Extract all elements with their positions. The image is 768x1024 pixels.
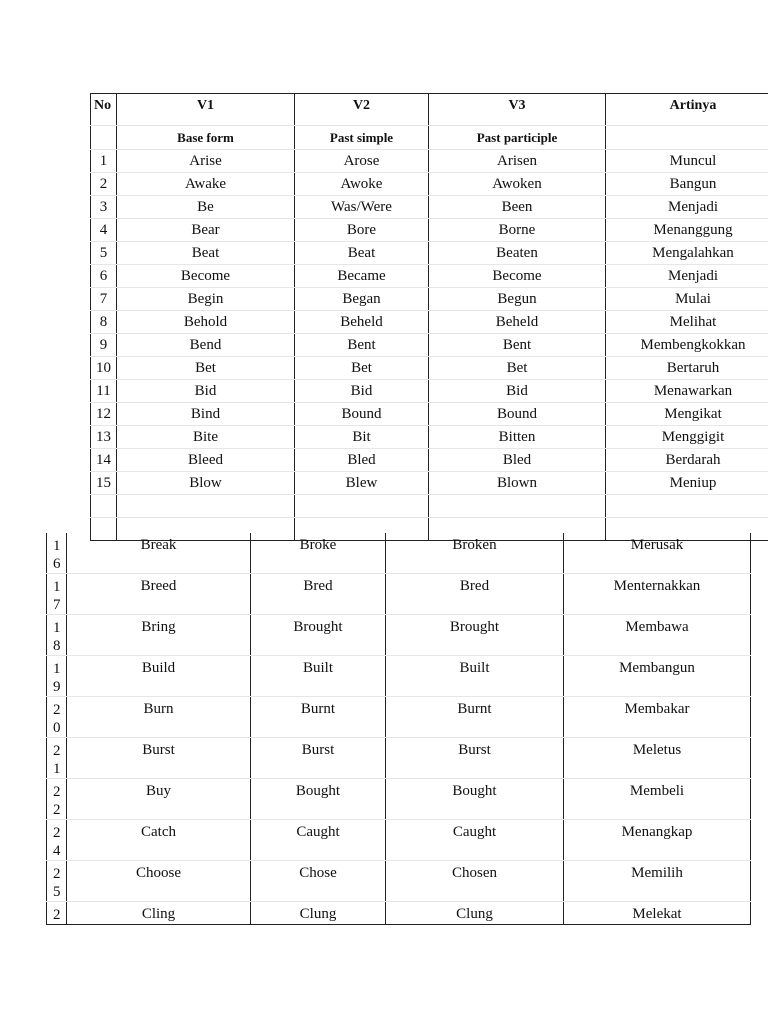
cell-v3: Clung	[386, 902, 564, 925]
cell-artinya: Meletus	[564, 738, 751, 779]
cell-no: 5	[91, 242, 117, 265]
table-row	[47, 820, 751, 861]
table-row	[47, 902, 751, 925]
cell-v2: Clung	[251, 902, 386, 925]
cell-v2: Bent	[295, 334, 429, 357]
cell-v2: Caught	[251, 820, 386, 861]
table-row	[91, 265, 768, 288]
cell-v3: Begun	[429, 288, 606, 311]
cell-v2: Burst	[251, 738, 386, 779]
cell-v2: Bore	[295, 219, 429, 242]
header-row	[91, 94, 768, 126]
table-row	[91, 242, 768, 265]
cell-v2: Bred	[251, 574, 386, 615]
cell-v2: Bid	[295, 380, 429, 403]
cell-v1: Cling	[67, 902, 251, 925]
cell-v3: Bled	[429, 449, 606, 472]
cell-v2: Chose	[251, 861, 386, 902]
table-row	[47, 779, 751, 820]
cell-no: 25	[47, 861, 67, 902]
cell-no: 15	[91, 472, 117, 495]
cell-v2: Brought	[251, 615, 386, 656]
cell-artinya: Membangun	[564, 656, 751, 697]
cell-v1: Bind	[117, 403, 295, 426]
cell-v3: Become	[429, 265, 606, 288]
subheader-artinya-empty	[606, 126, 768, 150]
cell-artinya: Berdarah	[606, 449, 768, 472]
cell-v2: Became	[295, 265, 429, 288]
cell-v1: Begin	[117, 288, 295, 311]
cell-v1: Bring	[67, 615, 251, 656]
cell-artinya: Memilih	[564, 861, 751, 902]
subheader-v1: Base form	[117, 126, 295, 150]
subheader-v2: Past simple	[295, 126, 429, 150]
blank-cell	[295, 495, 429, 518]
cell-v1: Behold	[117, 311, 295, 334]
table-row	[91, 334, 768, 357]
cell-v2: Awoke	[295, 173, 429, 196]
cell-no: 19	[47, 656, 67, 697]
cell-v1: Choose	[67, 861, 251, 902]
table-row	[91, 403, 768, 426]
cell-v3: Bid	[429, 380, 606, 403]
cell-v2: Beat	[295, 242, 429, 265]
cell-v2: Was/Were	[295, 196, 429, 219]
cell-v1: Break	[67, 533, 251, 574]
table-row	[47, 656, 751, 697]
table-row	[47, 861, 751, 902]
cell-no: 2	[47, 902, 67, 925]
cell-v1: Bear	[117, 219, 295, 242]
cell-v1: Buy	[67, 779, 251, 820]
cell-v1: Bite	[117, 426, 295, 449]
cell-artinya: Mengikat	[606, 403, 768, 426]
blank-cell	[91, 495, 117, 518]
cell-no: 16	[47, 533, 67, 574]
cell-v3: Bitten	[429, 426, 606, 449]
cell-v2: Broke	[251, 533, 386, 574]
cell-v3: Bent	[429, 334, 606, 357]
cell-artinya: Membengkokkan	[606, 334, 768, 357]
cell-no: 4	[91, 219, 117, 242]
cell-v3: Caught	[386, 820, 564, 861]
cell-no: 1	[91, 150, 117, 173]
cell-no: 12	[91, 403, 117, 426]
table-row	[91, 150, 768, 173]
cell-no: 13	[91, 426, 117, 449]
blank-cell	[117, 495, 295, 518]
cell-v1: Be	[117, 196, 295, 219]
cell-v3: Burnt	[386, 697, 564, 738]
cell-v3: Bet	[429, 357, 606, 380]
header-artinya: Artinya	[606, 94, 768, 126]
cell-artinya: Menawarkan	[606, 380, 768, 403]
cell-no: 3	[91, 196, 117, 219]
cell-artinya: Menanggung	[606, 219, 768, 242]
cell-v1: Breed	[67, 574, 251, 615]
cell-v1: Catch	[67, 820, 251, 861]
cell-no: 8	[91, 311, 117, 334]
cell-v2: Arose	[295, 150, 429, 173]
header-v3: V3	[429, 94, 606, 126]
cell-v1: Burst	[67, 738, 251, 779]
cell-v1: Bid	[117, 380, 295, 403]
cell-v1: Build	[67, 656, 251, 697]
cell-artinya: Merusak	[564, 533, 751, 574]
table-row	[91, 196, 768, 219]
cell-no: 7	[91, 288, 117, 311]
table-row	[91, 357, 768, 380]
cell-v3: Built	[386, 656, 564, 697]
table-row	[47, 738, 751, 779]
cell-artinya: Muncul	[606, 150, 768, 173]
cell-v3: Beaten	[429, 242, 606, 265]
cell-v3: Beheld	[429, 311, 606, 334]
blank-cell	[429, 495, 606, 518]
cell-no: 22	[47, 779, 67, 820]
table-row	[47, 697, 751, 738]
verb-table-part-1	[90, 93, 768, 541]
cell-artinya: Membawa	[564, 615, 751, 656]
cell-v2: Blew	[295, 472, 429, 495]
cell-v3: Chosen	[386, 861, 564, 902]
cell-v2: Built	[251, 656, 386, 697]
table-row	[91, 426, 768, 449]
cell-no: 11	[91, 380, 117, 403]
cell-v3: Bought	[386, 779, 564, 820]
header-v1: V1	[117, 94, 295, 126]
cell-v3: Blown	[429, 472, 606, 495]
cell-v3: Been	[429, 196, 606, 219]
cell-v3: Burst	[386, 738, 564, 779]
cell-artinya: Melekat	[564, 902, 751, 925]
verb-table-part-2	[46, 533, 751, 925]
table-row	[91, 311, 768, 334]
cell-v2: Bought	[251, 779, 386, 820]
cell-v1: Blow	[117, 472, 295, 495]
cell-v1: Burn	[67, 697, 251, 738]
cell-no: 6	[91, 265, 117, 288]
cell-artinya: Mulai	[606, 288, 768, 311]
table-row	[91, 380, 768, 403]
header-v2: V2	[295, 94, 429, 126]
cell-v2: Bet	[295, 357, 429, 380]
table-row	[47, 615, 751, 656]
cell-v3: Brought	[386, 615, 564, 656]
cell-v3: Arisen	[429, 150, 606, 173]
cell-v3: Borne	[429, 219, 606, 242]
cell-v2: Beheld	[295, 311, 429, 334]
cell-v1: Become	[117, 265, 295, 288]
cell-artinya: Menggigit	[606, 426, 768, 449]
table-row	[91, 472, 768, 495]
cell-artinya: Meniup	[606, 472, 768, 495]
cell-no: 10	[91, 357, 117, 380]
cell-v1: Beat	[117, 242, 295, 265]
table-row	[91, 449, 768, 472]
cell-artinya: Melihat	[606, 311, 768, 334]
cell-no: 9	[91, 334, 117, 357]
cell-artinya: Mengalahkan	[606, 242, 768, 265]
cell-v2: Burnt	[251, 697, 386, 738]
cell-v3: Bound	[429, 403, 606, 426]
cell-artinya: Menangkap	[564, 820, 751, 861]
subheader-no-empty	[91, 126, 117, 150]
cell-no: 14	[91, 449, 117, 472]
table-row	[91, 219, 768, 242]
table-row	[47, 533, 751, 574]
subheader-v3: Past participle	[429, 126, 606, 150]
cell-artinya: Bangun	[606, 173, 768, 196]
cell-artinya: Membeli	[564, 779, 751, 820]
cell-v3: Awoken	[429, 173, 606, 196]
cell-v1: Awake	[117, 173, 295, 196]
cell-artinya: Menjadi	[606, 196, 768, 219]
cell-v3: Broken	[386, 533, 564, 574]
cell-v1: Bend	[117, 334, 295, 357]
header-no: No	[91, 94, 117, 126]
cell-v2: Bound	[295, 403, 429, 426]
blank-row	[91, 495, 768, 518]
cell-v1: Bleed	[117, 449, 295, 472]
blank-cell	[606, 495, 768, 518]
cell-v1: Arise	[117, 150, 295, 173]
verb-table-part-1-body	[91, 150, 768, 541]
cell-artinya: Membakar	[564, 697, 751, 738]
table-row	[91, 288, 768, 311]
cell-artinya: Menjadi	[606, 265, 768, 288]
verb-table-part-2-body	[47, 533, 751, 925]
cell-no: 21	[47, 738, 67, 779]
cell-artinya: Menternakkan	[564, 574, 751, 615]
table-row	[47, 574, 751, 615]
cell-v1: Bet	[117, 357, 295, 380]
cell-artinya: Bertaruh	[606, 357, 768, 380]
cell-v2: Bit	[295, 426, 429, 449]
cell-no: 20	[47, 697, 67, 738]
cell-v2: Began	[295, 288, 429, 311]
cell-no: 24	[47, 820, 67, 861]
cell-no: 2	[91, 173, 117, 196]
cell-v2: Bled	[295, 449, 429, 472]
cell-no: 18	[47, 615, 67, 656]
table-row	[91, 173, 768, 196]
cell-no: 17	[47, 574, 67, 615]
cell-v3: Bred	[386, 574, 564, 615]
subheader-row	[91, 126, 768, 150]
